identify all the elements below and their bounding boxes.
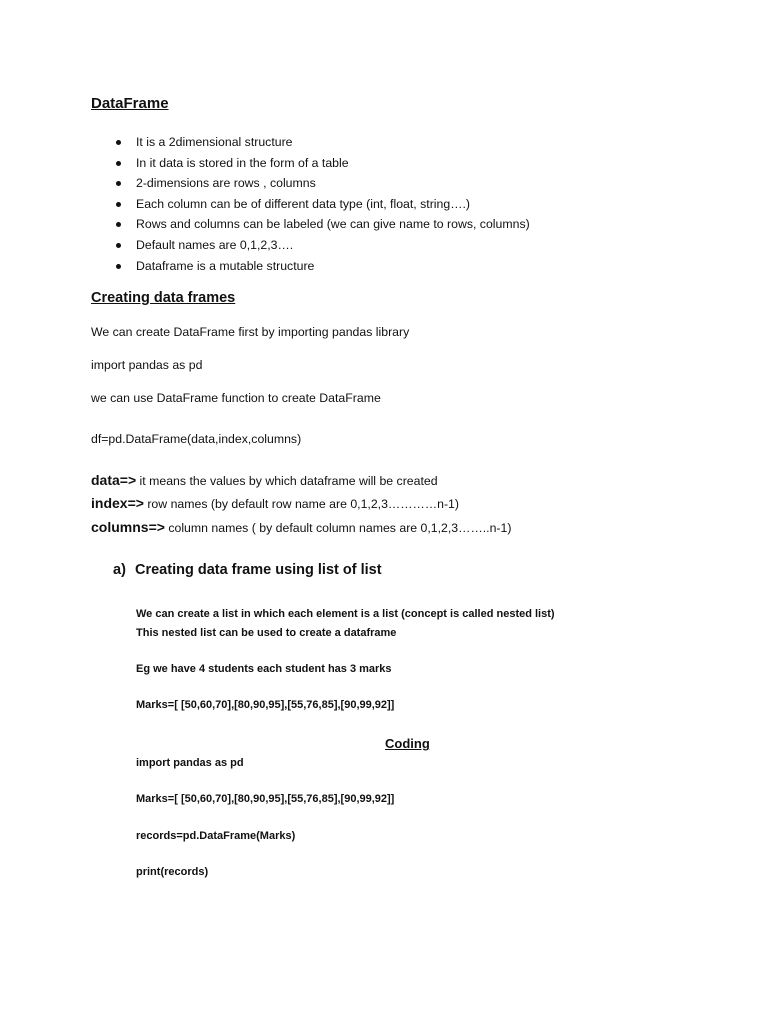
import-paragraph: import pandas as pd (91, 358, 203, 372)
definition-term: index=> (91, 495, 144, 511)
list-item: It is a 2dimensional structure (110, 132, 530, 153)
definition-data (91, 472, 438, 488)
list-item: In it data is stored in the form of a table (110, 153, 530, 174)
list-item: Each column can be of different data type (int, float, string….) (110, 194, 530, 215)
code-line: print(records) (136, 866, 209, 878)
example-line: Eg we have 4 students each student has 3 marks (136, 663, 392, 675)
nested-list-line: We can create a list in which each element is a list (concept is called nested list) (136, 608, 555, 620)
definition-desc: row names (by default row name are 0,1,2,3…………n-1) (143, 497, 459, 511)
code-line: Marks=[ [50,60,70],[80,90,95],[55,76,85],[90,99,92]] (136, 793, 395, 805)
definition-desc: it means the values by which dataframe will be created (136, 474, 438, 488)
definition-desc: column names ( by default column names are 0,1,2,3……..n-1) (164, 521, 512, 535)
coding-heading: Coding (385, 736, 430, 751)
definition-index (91, 495, 459, 511)
syntax-paragraph: df=pd.DataFrame(data,index,columns) (91, 432, 302, 446)
definition-term: columns=> (91, 519, 165, 535)
list-item: 2-dimensions are rows , columns (110, 173, 530, 194)
intro-paragraph: We can create DataFrame first by importing pandas library (91, 325, 410, 339)
section-a-heading (113, 562, 382, 578)
list-item: Rows and columns can be labeled (we can give name to rows, columns) (110, 214, 530, 235)
definition-term: data=> (91, 472, 137, 488)
section-a-title: Creating data frame using list of list (135, 562, 382, 578)
nested-list-line: This nested list can be used to create a dataframe (136, 627, 397, 639)
dataframe-properties-list (110, 132, 530, 276)
section-marker: a) (113, 562, 126, 578)
definition-columns (91, 519, 511, 535)
list-item: Default names are 0,1,2,3…. (110, 235, 530, 256)
code-line: import pandas as pd (136, 757, 244, 769)
function-paragraph: we can use DataFrame function to create DataFrame (91, 391, 381, 405)
page-title: DataFrame (91, 95, 169, 112)
code-line: records=pd.DataFrame(Marks) (136, 830, 296, 842)
list-item: Dataframe is a mutable structure (110, 256, 530, 277)
creating-heading: Creating data frames (91, 290, 236, 306)
marks-line: Marks=[ [50,60,70],[80,90,95],[55,76,85],[90,99,92]] (136, 699, 395, 711)
